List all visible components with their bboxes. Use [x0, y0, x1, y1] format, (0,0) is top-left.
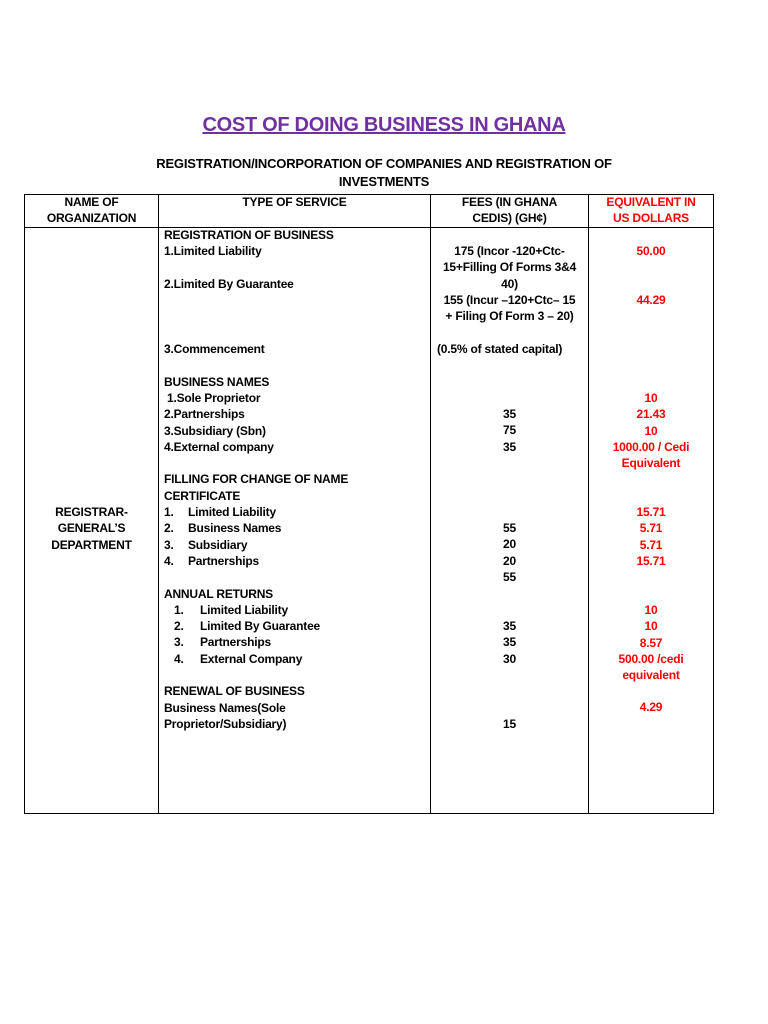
- service-item: 3.Commencement: [164, 342, 265, 357]
- usd-cell: equivalent: [622, 668, 680, 683]
- fee-cell: 35: [503, 619, 516, 633]
- usd-cell: 1000.00 / Cedi: [612, 439, 690, 454]
- fee-cell: 55: [503, 569, 516, 584]
- subtitle-line-2: INVESTMENTS: [338, 174, 430, 189]
- service-column: [164, 227, 348, 732]
- service-item: 1.Limited Liability: [164, 244, 262, 259]
- fee-cell: 35: [503, 407, 516, 421]
- service-item: Proprietor/Subsidiary): [164, 716, 287, 731]
- section-heading: RENEWAL OF BUSINESS: [164, 684, 305, 699]
- service-item: 4. Partnerships: [164, 553, 259, 568]
- service-item: 2. Business Names: [164, 521, 282, 536]
- service-item: 1. Limited Liability: [164, 505, 276, 520]
- fee-column-annual-returns: [431, 618, 588, 667]
- section-heading: REGISTRATION OF BUSINESS: [164, 228, 334, 242]
- subtitle-line-1: REGISTRATION/INCORPORATION OF COMPANIES AND REGISTRATION OF: [156, 156, 612, 171]
- usd-cell: 5.71: [639, 521, 663, 536]
- usd-cell: 21.43: [636, 407, 666, 422]
- service-item: 4. External Company: [174, 651, 303, 666]
- fee-cell: 75: [503, 423, 516, 438]
- section-heading: BUSINESS NAMES: [164, 374, 270, 389]
- service-item: 3.Subsidiary (Sbn): [164, 423, 266, 438]
- section-heading: ANNUAL RETURNS: [164, 586, 273, 601]
- header-fees: FEES (IN GHANA CEDIS) (GH¢): [461, 195, 558, 226]
- service-item: 1.Sole Proprietor: [167, 390, 261, 405]
- fee-cell: 15: [503, 717, 516, 731]
- usd-cell: 10: [644, 619, 658, 634]
- usd-column-business-names: [589, 390, 713, 471]
- service-item: 3. Subsidiary: [164, 537, 248, 552]
- fee-cell: (0.5% of stated capital): [437, 342, 563, 356]
- service-item: 2.Limited By Guarantee: [164, 276, 294, 291]
- service-item: 4.External company: [164, 439, 274, 454]
- usd-cell: 4.29: [639, 700, 663, 714]
- usd-column-annual-returns: [589, 602, 713, 683]
- column-divider-1: [158, 194, 159, 814]
- usd-cell: 8.57: [639, 635, 663, 650]
- fee-cell: 35: [503, 635, 516, 650]
- service-item: 2. Limited By Guarantee: [174, 619, 321, 634]
- table-header-divider: [24, 227, 714, 228]
- usd-cell: 15.71: [636, 553, 666, 568]
- service-item: Business Names(Sole: [164, 700, 286, 715]
- fee-cell: 20: [503, 553, 516, 568]
- page-title: COST OF DOING BUSINESS IN GHANA: [202, 114, 566, 136]
- header-service: TYPE OF SERVICE: [242, 195, 347, 209]
- fee-cell: 55: [503, 521, 516, 535]
- usd-column-change-of-name: [589, 504, 713, 569]
- header-usd: EQUIVALENT IN US DOLLARS: [606, 195, 696, 226]
- service-item: 3. Partnerships: [174, 635, 271, 650]
- fee-cell: 20: [503, 537, 516, 552]
- usd-cell: 500.00 /cedi: [618, 651, 684, 666]
- fee-cell: 30: [503, 651, 516, 666]
- fee-cell: 35: [503, 439, 516, 454]
- usd-cell: Equivalent: [621, 456, 681, 471]
- usd-cell: 15.71: [636, 505, 666, 519]
- page-subtitle: [110, 155, 658, 191]
- organization-name: REGISTRAR- GENERAL’S DEPARTMENT: [51, 505, 132, 552]
- fee-column-business-names: [431, 406, 588, 455]
- usd-cell: 50.00: [636, 244, 666, 258]
- service-item: 1. Limited Liability: [174, 602, 288, 617]
- section-heading: CERTIFICATE: [164, 488, 241, 503]
- section-heading: FILLING FOR CHANGE OF NAME: [164, 472, 349, 487]
- usd-cell: 10: [644, 423, 658, 438]
- fee-cell: 175 (Incor -120+Ctc- 15+Filling Of Forms 3&4 40) 155 (Incur –120+Ctc– 15 + Filing Of Form 3 – 20): [442, 244, 577, 324]
- usd-cell: 44.29: [636, 293, 666, 307]
- usd-cell: 5.71: [639, 537, 663, 552]
- service-item: 2.Partnerships: [164, 407, 245, 422]
- header-organization: NAME OF ORGANIZATION: [46, 195, 137, 226]
- usd-cell: 10: [644, 603, 658, 617]
- fee-column-change-of-name: [431, 520, 588, 585]
- usd-cell: 10: [644, 391, 658, 405]
